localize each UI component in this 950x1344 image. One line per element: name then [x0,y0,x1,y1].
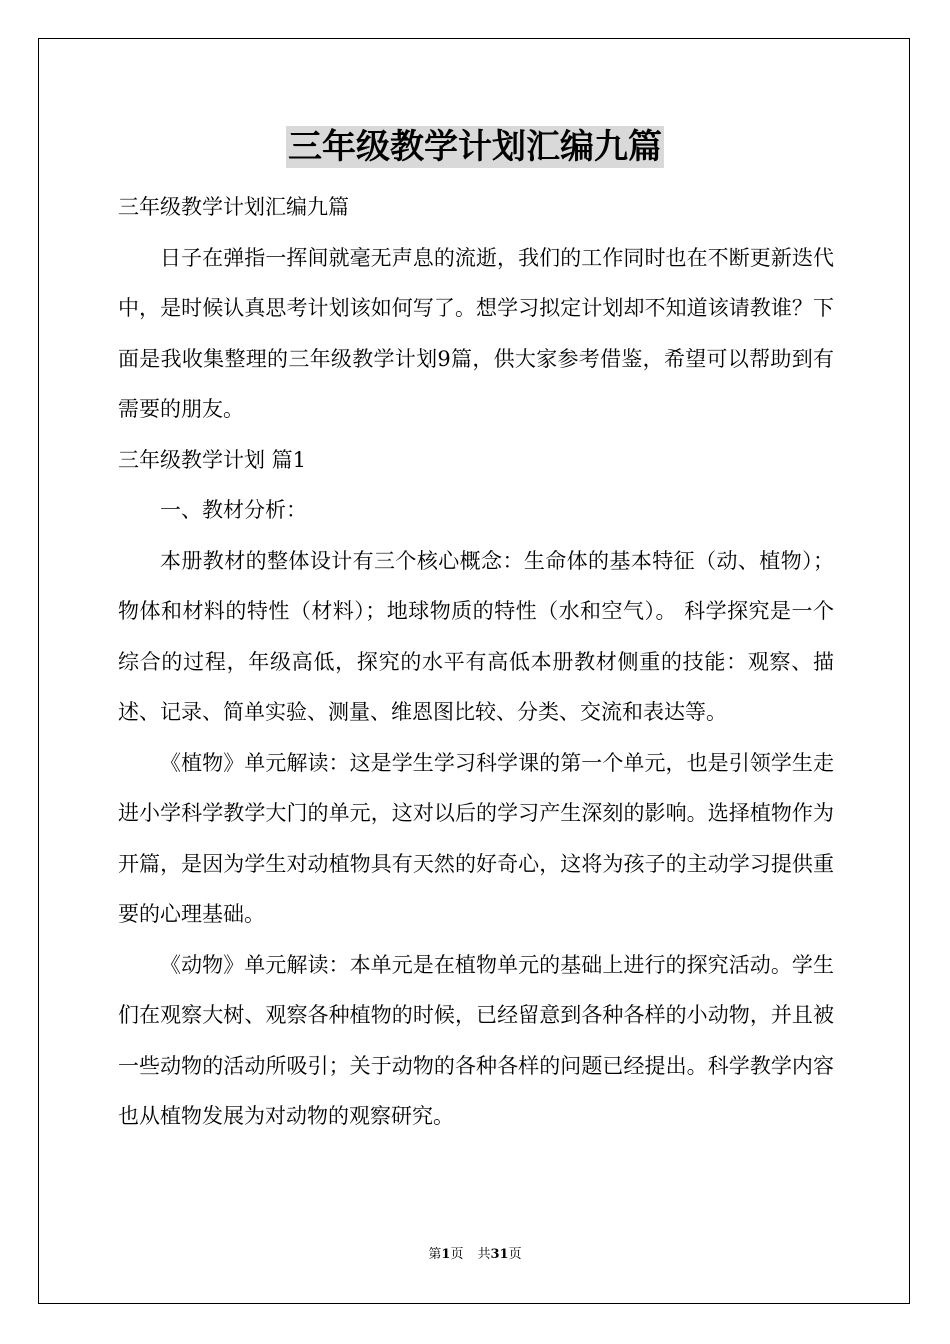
footer-page-total: 31 [490,1247,509,1262]
animals-unit-paragraph: 《动物》单元解读：本单元是在植物单元的基础上进行的探究活动。学生们在观察大树、观察各种植物的时候，已经留意到各种各样的小动物，并且被一些动物的活动所吸引；关于动物的各种各样的问题已经提出。科学教学内容也从植物发展为对动物的观察研究。 [118,952,834,1128]
section-heading: 三年级教学计划 篇1 [118,447,307,472]
page-footer [0,1246,950,1264]
title-container [0,126,950,168]
footer-page-unit: 页 [450,1247,464,1262]
footer-page-prefix: 第 [428,1247,442,1262]
plants-unit-paragraph: 《植物》单元解读：这是学生学习科学课的第一个单元，也是引领学生走进小学科学教学大门的单元，这对以后的学习产生深刻的影响。选择植物作为开篇，是因为学生对动植物具有天然的好奇心，这将为孩子的主动学习提供重要的心理基础。 [118,750,834,926]
footer-total-prefix: 共 [477,1247,491,1262]
textbook-analysis-paragraph: 本册教材的整体设计有三个核心概念：生命体的基本特征（动、植物）； 物体和材料的特性（材料）；地球物质的特性（水和空气）。 科学探究是一个综合的过程，年级高低，探究的水平有高低本册教材侧重的技能：观察、描述、记录、简单实验、测量、维恩图比较、分类、交流和表达等。 [118,548,834,724]
subsection-heading: 一、教材分析： [160,498,307,522]
document-body [118,182,834,1142]
document-title: 三年级教学计划汇编九篇 [288,127,662,167]
footer-total-unit: 页 [508,1247,522,1262]
subtitle-paragraph: 三年级教学计划汇编九篇 [118,195,349,219]
footer-page-current: 1 [441,1247,451,1262]
intro-paragraph: 日子在弹指一挥间就毫无声息的流逝，我们的工作同时也在不断更新迭代中，是时候认真思考计划该如何写了。想学习拟定计划却不知道该请教谁？下面是我收集整理的三年级教学计划9篇，供大家参考借鉴，希望可以帮助到有需要的朋友。 [118,245,834,421]
